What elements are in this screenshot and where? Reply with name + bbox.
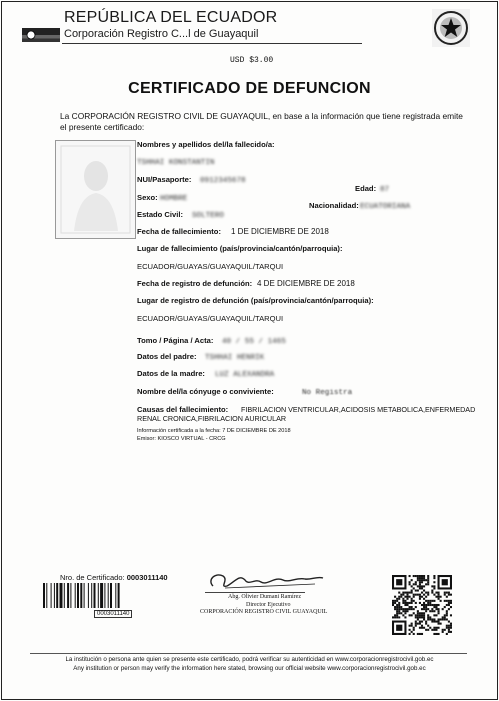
star-seal-icon (432, 9, 470, 47)
emisor: Emisor: KIOSCO VIRTUAL - CRCG (137, 436, 226, 442)
nui-value: 0912345678 (200, 177, 246, 185)
estado-civil-value: SOLTERO (192, 212, 224, 220)
tomo-value: 40 / 55 / 1465 (222, 338, 286, 346)
qr-code (392, 575, 452, 635)
causas-value-1: FIBRILACION VENTRICULAR,ACIDOSIS METABOLICA,ENFERMEDAD (241, 405, 476, 414)
lugar-fallecimiento-label: Lugar de fallecimiento (país/provincia/cantón/parroquia): (137, 244, 343, 253)
madre-value: LUZ ALEXANDRA (215, 371, 275, 379)
estado-civil-label: Estado Civil: (137, 210, 183, 219)
nombres-value: TSHHAI KONSTANTIN (137, 159, 215, 167)
fecha-fallecimiento-value: 1 DE DICIEMBRE DE 2018 (231, 227, 329, 236)
signature-line (205, 592, 305, 593)
footer-divider (30, 653, 467, 654)
padre-label: Datos del padre: (137, 352, 197, 361)
page-title: CERTIFICADO DE DEFUNCION (128, 80, 371, 97)
fecha-fallecimiento-label: Fecha de fallecimiento: (137, 227, 221, 236)
institution-name: Corporación Registro C...l de Guayaquil (64, 28, 259, 40)
header-divider (62, 43, 362, 44)
causas-value-2: RENAL CRONICA,FIBRILACION AURICULAR (137, 414, 287, 423)
nacionalidad-value: ECUATORIANA (360, 203, 411, 211)
lugar-registro-value: ECUADOR/GUAYAS/GUAYAQUIL/TARQUI (137, 314, 284, 323)
footer-spanish: La institución o persona ante quien se presente este certificado, podrá verificar su autenticidad en www.corporacionregistrocivil.gob.ec (65, 656, 434, 663)
signature-scribble (205, 568, 325, 592)
certificate-number-label: Nro. de Certificado: (60, 573, 125, 582)
lugar-fallecimiento-value: ECUADOR/GUAYAS/GUAYAQUIL/TARQUI (137, 262, 284, 271)
madre-label: Datos de la madre: (137, 369, 205, 378)
signer-name: Abg. Olivier Dumani Ramírez (228, 594, 301, 600)
edad-label: Edad: (355, 184, 377, 193)
edad-value: 87 (380, 186, 390, 194)
tomo-label: Tomo / Página / Acta: (137, 336, 214, 345)
causas-label: Causas del fallecimiento: (137, 405, 229, 414)
conyuge-value: No Registra (302, 389, 353, 397)
footer-english: Any institution or person may verify the information here stated, browsing our official website www.corporacionregistrocivil.gob.ec (73, 665, 426, 672)
padre-value: TSHHAI HENRIK (205, 354, 265, 362)
ecuador-flag-icon (22, 28, 60, 42)
price-label: USD $3.00 (230, 56, 274, 65)
barcode (43, 583, 155, 608)
nacionalidad-label: Nacionalidad: (309, 201, 359, 210)
signer-org: CORPORACIÓN REGISTRO CIVIL GUAYAQUIL (200, 609, 328, 615)
nui-label: NUI/Pasaporte: (137, 175, 192, 184)
lugar-registro-label: Lugar de registro de defunción (país/provincia/cantón/parroquia): (137, 296, 374, 305)
signer-role: Director Ejecutivo (246, 602, 291, 608)
certificate-number: 0003011140 (126, 573, 168, 582)
intro-text: La CORPORACIÓN REGISTRO CIVIL DE GUAYAQUIL, en base a la información que tiene registrada emite el presente certificado: (60, 111, 463, 132)
person-photo (55, 140, 136, 239)
sexo-value: HOMBRE (160, 195, 188, 203)
fecha-certificacion: Información certificada a la fecha: 7 DE DICIEMBRE DE 2018 (137, 428, 291, 434)
certificate-number-line (60, 573, 168, 582)
nombres-label: Nombres y apellidos del/la fallecido/a: (137, 140, 275, 149)
country-name: REPÚBLICA DEL ECUADOR (64, 9, 278, 26)
barcode-number: 0003011140 (94, 610, 132, 618)
conyuge-label: Nombre del/la cónyuge o conviviente: (137, 387, 274, 396)
sexo-label: Sexo: (137, 193, 158, 202)
fecha-registro-label: Fecha de registro de defunción: (137, 279, 253, 288)
fecha-registro-value: 4 DE DICIEMBRE DE 2018 (257, 279, 355, 288)
